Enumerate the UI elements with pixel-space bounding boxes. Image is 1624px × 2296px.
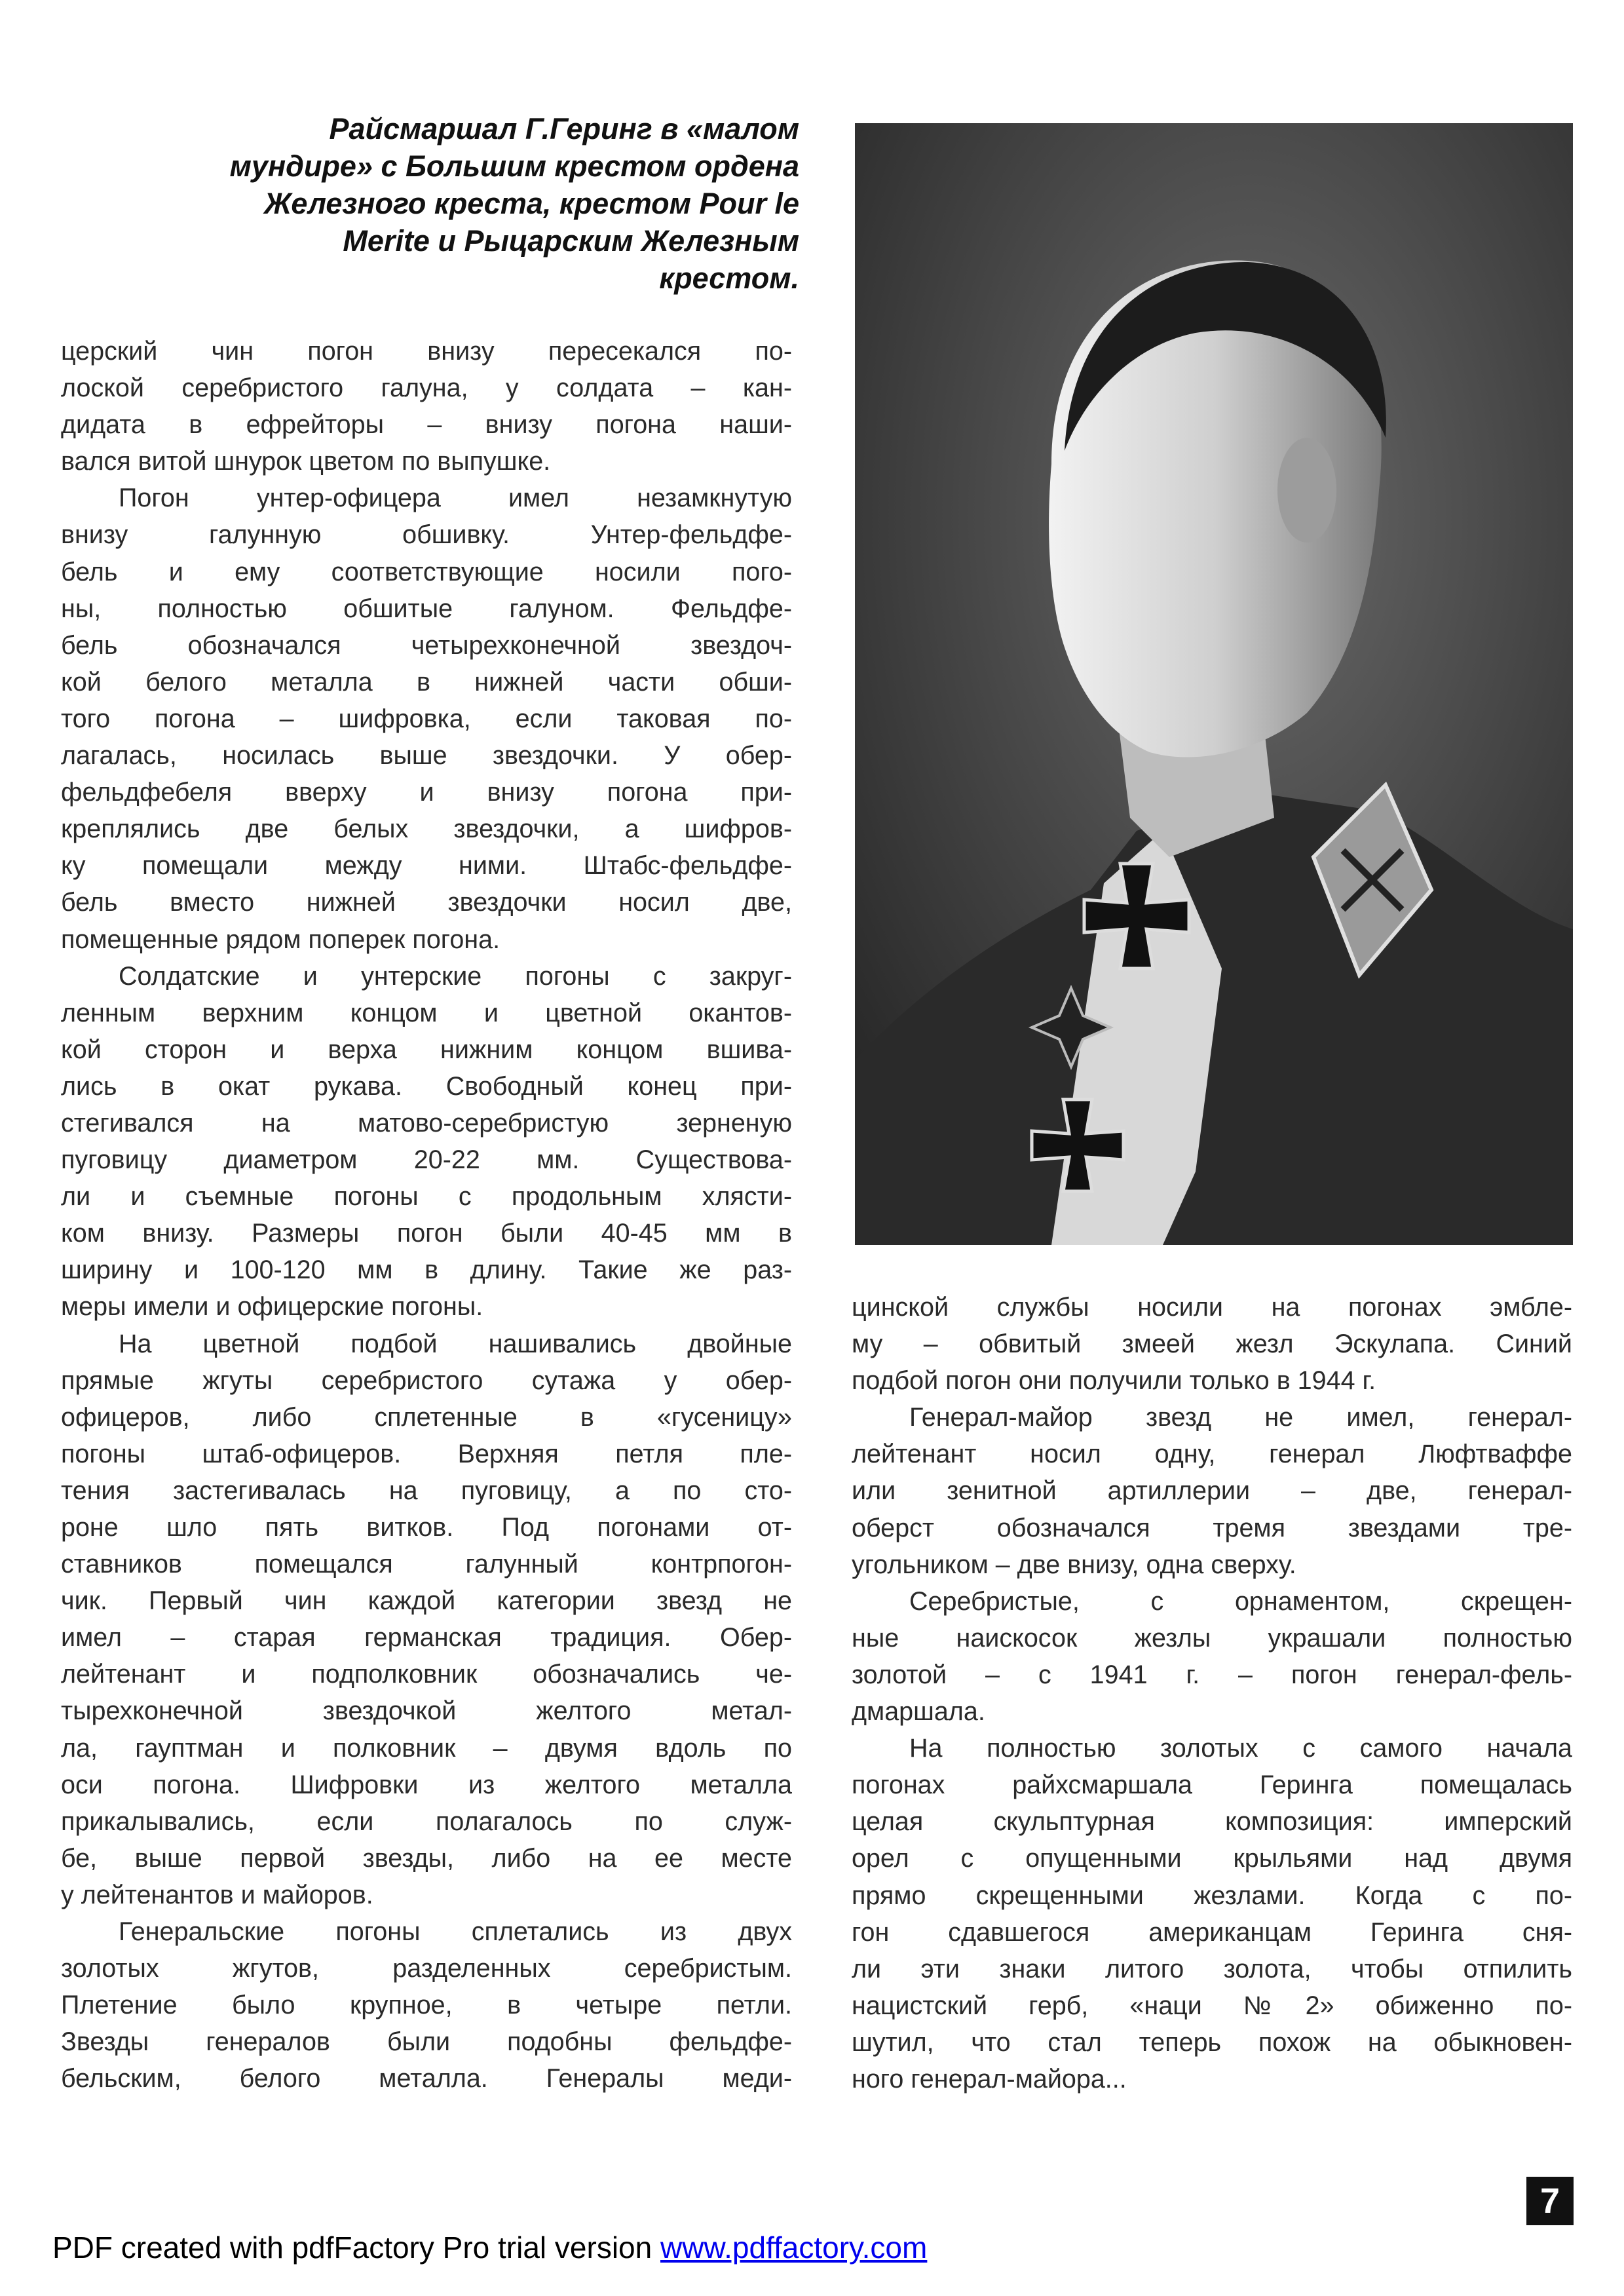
text-line: того погона – шифровка, если таковая по- xyxy=(61,704,792,733)
text-line: целая скульптурная композиция: имперский xyxy=(852,1807,1572,1837)
text-line: внизу галунную обшивку. Унтер-фельдфе- xyxy=(61,520,792,550)
text-line: оси погона. Шифровки из желтого металла xyxy=(61,1770,792,1799)
text-line: кой сторон и верха нижним концом вшива- xyxy=(61,1035,792,1064)
text-line: Серебристые, с орнаментом, скрещен- xyxy=(909,1586,1572,1616)
text-line: ком внизу. Размеры погон были 40-45 мм в xyxy=(61,1219,792,1248)
text-line: золотой – с 1941 г. – погон генерал-фель- xyxy=(852,1660,1572,1689)
text-line: бе, выше первой звезды, либо на ее месте xyxy=(61,1843,792,1873)
text-line: лагалась, носилась выше звездочки. У обер- xyxy=(61,741,792,771)
text-line: помещенные рядом поперек погона. xyxy=(61,925,500,954)
pdf-footer xyxy=(52,2228,927,2267)
text-line: креплялись две белых звездочки, а шифров- xyxy=(61,814,792,844)
caption-line: Merite и Рыцарским Железным xyxy=(343,224,799,258)
text-line: прикалывались, если полагалось по служ- xyxy=(61,1807,792,1836)
portrait-photo xyxy=(855,123,1573,1245)
text-line: фельдфебеля вверху и внизу погона при- xyxy=(61,778,792,807)
text-line: лейтенант носил одну, генерал Люфтваффе xyxy=(852,1440,1572,1469)
photo-caption xyxy=(92,110,799,297)
page-number: 7 xyxy=(1526,2177,1574,2225)
text-line: пуговицу диаметром 20-22 мм. Существова- xyxy=(61,1145,792,1175)
text-line: Генерал-майор звезд не имел, генерал- xyxy=(909,1403,1572,1432)
caption-line: Райсмаршал Г.Геринг в «малом xyxy=(329,112,799,145)
text-line: прямые жгуты серебристого сутажа у обер- xyxy=(61,1366,792,1395)
text-line: нацистский герб, «наци №2» обиженно по- xyxy=(852,1991,1572,2020)
text-line: бель вместо нижней звездочки носил две, xyxy=(61,888,792,917)
right-text-column xyxy=(852,1289,1572,2097)
footer-link[interactable]: www.pdffactory.com xyxy=(660,2230,928,2265)
text-line: На полностью золотых с самого начала xyxy=(909,1734,1572,1763)
footer-text: PDF created with pdfFactory Pro trial version xyxy=(52,2230,660,2265)
text-line: ного генерал-майора... xyxy=(852,2064,1127,2094)
text-line: гон сдавшегося американцам Геринга сня- xyxy=(852,1917,1572,1947)
text-line: Генеральские погоны сплетались из двух xyxy=(119,1917,792,1947)
text-line: ку помещали между ними. Штабс-фельдфе- xyxy=(61,851,792,881)
text-line: у лейтенантов и майоров. xyxy=(61,1880,373,1909)
text-line: Плетение было крупное, в четыре петли. xyxy=(61,1991,792,2020)
text-line: вался витой шнурок цветом по выпушке. xyxy=(61,447,551,476)
portrait-photo-icon xyxy=(855,123,1573,1245)
text-line: шутил, что стал теперь похож на обыкновен- xyxy=(852,2027,1572,2057)
text-line: кой белого металла в нижней части обши- xyxy=(61,667,792,697)
text-line: ставников помещался галунный контрпогон- xyxy=(61,1550,792,1579)
text-line: Солдатские и унтерские погоны с закруг- xyxy=(119,961,792,991)
text-line: оберст обозначался тремя звездами тре- xyxy=(852,1513,1572,1542)
text-line: офицеров, либо сплетенные в «гусеницу» xyxy=(61,1402,792,1432)
text-line: чик. Первый чин каждой категории звезд не xyxy=(61,1586,792,1616)
text-line: бельским, белого металла. Генералы меди- xyxy=(61,2064,792,2094)
text-line: бель и ему соответствующие носили пого- xyxy=(61,557,792,586)
caption-line: крестом. xyxy=(659,261,799,295)
text-line: роне шло пять витков. Под погонами от- xyxy=(61,1513,792,1542)
text-line: лоской серебристого галуна, у солдата – кан- xyxy=(61,373,792,403)
text-line: ны, полностью обшитые галуном. Фельдфе- xyxy=(61,594,792,623)
text-line: стегивался на матово-серебристую зерненую xyxy=(61,1108,792,1138)
text-line: ла, гауптман и полковник – двумя вдоль по xyxy=(61,1733,792,1763)
text-line: орел с опущенными крыльями над двумя xyxy=(852,1844,1572,1873)
left-text-column xyxy=(61,333,792,2097)
text-line: цинской службы носили на погонах эмбле- xyxy=(852,1293,1572,1322)
text-line: ленным верхним концом и цветной окантов- xyxy=(61,998,792,1027)
text-line: ли и съемные погоны с продольным хлясти- xyxy=(61,1182,792,1212)
text-line: подбой погон они получили только в 1944 г. xyxy=(852,1366,1376,1396)
text-line: На цветной подбой нашивались двойные xyxy=(119,1329,792,1358)
text-line: ные наискосок жезлы украшали полностью xyxy=(852,1623,1572,1653)
text-line: тения застегивалась на пуговицу, а по сто- xyxy=(61,1476,792,1505)
text-line: или зенитной артиллерии – две, генерал- xyxy=(852,1476,1572,1506)
text-line: золотых жгутов, разделенных серебристым. xyxy=(61,1954,792,1983)
text-line: лейтенант и подполковник обозначались че- xyxy=(61,1660,792,1689)
text-line: му – обвитый змеей жезл Эскулапа. Синий xyxy=(852,1330,1572,1359)
text-line: бель обозначался четырехконечной звездоч- xyxy=(61,630,792,660)
text-line: дидата в ефрейторы – внизу погона наши- xyxy=(61,410,792,440)
caption-line: Железного креста, крестом Pour le xyxy=(264,187,799,220)
text-line: погонах райхсмаршала Геринга помещалась xyxy=(852,1770,1572,1800)
caption-line: мундире» с Большим крестом ордена xyxy=(229,149,799,183)
text-line: погоны штаб-офицеров. Верхняя петля пле- xyxy=(61,1439,792,1468)
text-line: тырехконечной звездочкой желтого метал- xyxy=(61,1696,792,1726)
text-line: Звезды генералов были подобны фельдфе- xyxy=(61,2027,792,2057)
text-line: ли эти знаки литого золота, чтобы отпилить xyxy=(852,1954,1572,1983)
text-line: дмаршала. xyxy=(852,1697,985,1727)
text-line: ширину и 100-120 мм в длину. Такие же раз- xyxy=(61,1255,792,1285)
text-line: прямо скрещенными жезлами. Когда с по- xyxy=(852,1881,1572,1910)
text-line: имел – старая германская традиция. Обер- xyxy=(61,1623,792,1653)
text-line: угольником – две внизу, одна сверху. xyxy=(852,1550,1296,1579)
text-line: церский чин погон внизу пересекался по- xyxy=(61,337,792,366)
text-line: Погон унтер-офицера имел незамкнутую xyxy=(119,484,792,513)
text-line: меры имели и офицерские погоны. xyxy=(61,1292,483,1322)
text-line: лись в окат рукава. Свободный конец при- xyxy=(61,1071,792,1101)
